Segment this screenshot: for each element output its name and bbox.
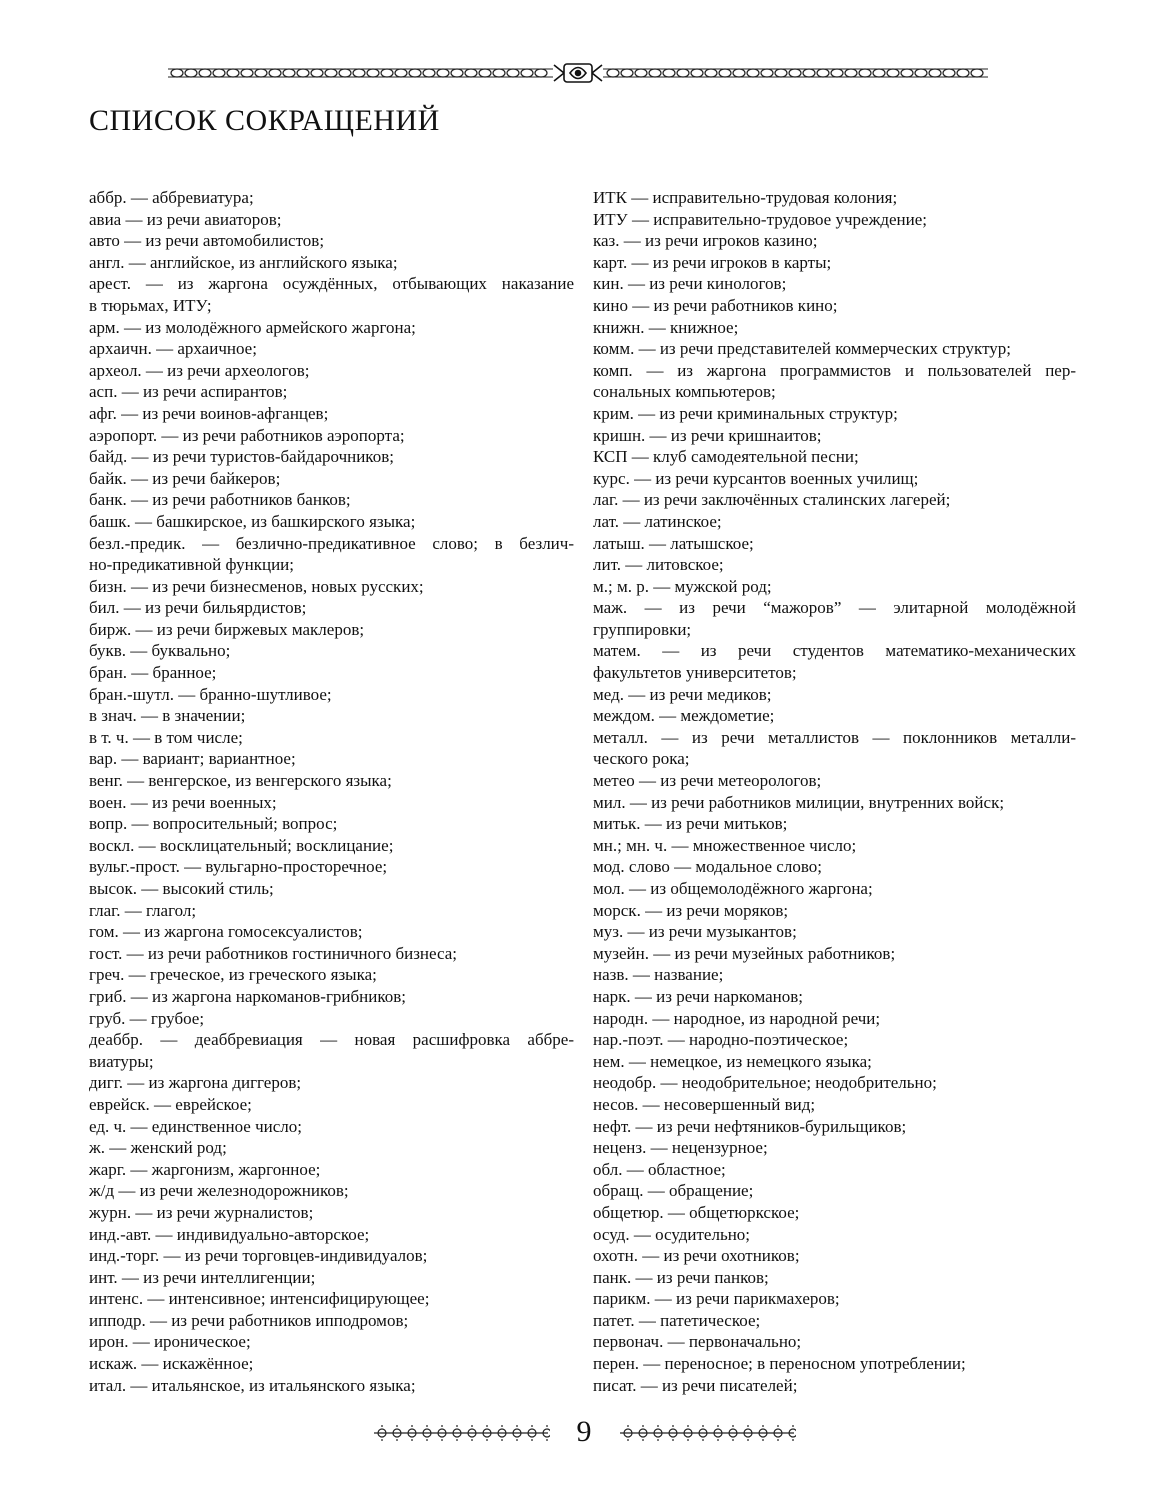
- right-column-entry: ИТК — исправительно-трудовая колония;: [593, 188, 898, 207]
- left-column-entry: гом. — из жаргона гомосексуалистов;: [89, 922, 363, 942]
- right-column-entry: комп. — из жаргона программистов и пользователей пер-: [593, 360, 1076, 380]
- right-column-entry: патет. — патетическое;: [593, 1310, 761, 1330]
- left-column-entry: археол. — из речи археологов;: [89, 360, 310, 380]
- right-column-entry: несов. — несовершенный вид;: [593, 1094, 816, 1114]
- right-column-entry: карт. — из речи игроков в карты;: [593, 252, 832, 272]
- right-column-entry: муз. — из речи музыкантов;: [593, 922, 797, 942]
- left-column-entry: в т. ч. — в том числе;: [89, 727, 243, 747]
- right-column-entry: перен. — переносное; в переносном употреблении;: [593, 1354, 966, 1374]
- left-column-entry: инд.-авт. — индивидуально-авторское;: [89, 1224, 370, 1244]
- left-column-entry: бизн. — из речи бизнесменов, новых русских;: [89, 576, 424, 596]
- left-column-entry: бран.-шутл. — бранно-шутливое;: [89, 684, 332, 704]
- left-column-entry: греч. — греческое, из греческого языка;: [89, 965, 377, 985]
- right-column-entry: матем. — из речи студентов математико-механических: [593, 641, 1076, 661]
- right-column-entry: м.; м. р. — мужской род;: [593, 576, 772, 596]
- right-column-entry: факультетов университетов;: [593, 663, 797, 683]
- right-column-entry: обращ. — обращение;: [593, 1181, 754, 1201]
- left-column-entry: байд. — из речи туристов-байдарочников;: [89, 447, 394, 467]
- left-column-entry: журн. — из речи журналистов;: [89, 1202, 314, 1222]
- left-column-entry: еврейск. — еврейское;: [89, 1094, 252, 1114]
- right-column-entry: нем. — немецкое, из немецкого языка;: [593, 1051, 872, 1071]
- top-ornament: [168, 60, 988, 86]
- right-column-entry: междом. — междометие;: [593, 706, 775, 726]
- left-column-entry: дигг. — из жаргона диггеров;: [89, 1073, 302, 1093]
- left-column-entry: бирж. — из речи биржевых маклеров;: [89, 619, 365, 639]
- left-column-entry: бран. — бранное;: [89, 663, 217, 683]
- left-column-entry: гриб. — из жаргона наркоманов-грибников;: [89, 986, 407, 1006]
- right-column-entry: назв. — название;: [593, 965, 724, 985]
- left-column-entry: деаббр. — деаббревиация — новая расшифровка аббре-: [89, 1030, 574, 1050]
- right-column-entry: лат. — латинское;: [593, 511, 722, 531]
- right-column-entry: общетюр. — общетюркское;: [593, 1202, 800, 1222]
- right-column-entry: курс. — из речи курсантов военных училищ;: [593, 468, 919, 488]
- left-column-entry: интенс. — интенсивное; интенсифицирующее;: [89, 1289, 430, 1309]
- left-column-entry: высок. — высокий стиль;: [89, 879, 274, 898]
- left-column-entry: авто — из речи автомобилистов;: [89, 231, 325, 251]
- right-column-entry: панк. — из речи панков;: [593, 1267, 769, 1287]
- right-column-entry: ИТУ — исправительно-трудовое учреждение;: [593, 209, 927, 229]
- right-column-entry: мил. — из речи работников милиции, внутренних войск;: [593, 792, 1005, 812]
- right-column-entry: мн.; мн. ч. — множественное число;: [593, 835, 857, 855]
- page-title: СПИСОК СОКРАЩЕНИЙ: [89, 104, 440, 137]
- left-column-entry: афг. — из речи воинов-афганцев;: [89, 403, 329, 423]
- right-column-entry: металл. — из речи металлистов — поклонников металли-: [593, 727, 1076, 747]
- left-column-entry: воскл. — восклицательный; восклицание;: [89, 835, 394, 855]
- left-column-entry: в знач. — в значении;: [89, 706, 246, 726]
- left-column-entry: букв. — буквально;: [89, 641, 231, 661]
- right-column-entry: кино — из речи работников кино;: [593, 295, 838, 315]
- bottom-ornament-left: [372, 1422, 550, 1444]
- right-column-entry: народн. — народное, из народной речи;: [593, 1008, 881, 1028]
- left-column-entry: архаичн. — архаичное;: [89, 339, 257, 359]
- left-column-entry: безл.-предик. — безлично-предикативное слово; в безлич-: [89, 533, 574, 553]
- left-column-entry: ипподр. — из речи работников ипподромов;: [89, 1310, 409, 1330]
- left-column-entry: бил. — из речи бильярдистов;: [89, 598, 307, 618]
- left-column-entry: ирон. — ироническое;: [89, 1332, 251, 1352]
- left-column-entry: глаг. — глагол;: [89, 900, 197, 920]
- left-column-entry: арм. — из молодёжного армейского жаргона;: [89, 317, 416, 337]
- left-column-entry: байк. — из речи байкеров;: [89, 468, 281, 488]
- right-column-entry: сональных компьютеров;: [593, 382, 776, 402]
- right-column-entry: маж. — из речи “мажоров” — элитарной молодёжной: [593, 598, 1076, 618]
- left-column-entry: груб. — грубое;: [89, 1008, 205, 1028]
- left-column-entry: банк. — из речи работников банков;: [89, 490, 351, 510]
- left-column: [89, 187, 574, 1396]
- right-column-entry: лит. — литовское;: [593, 555, 724, 575]
- right-column-entry: неодобр. — неодобрительное; неодобрительно;: [593, 1073, 937, 1093]
- right-column-entry: митьк. — из речи митьков;: [593, 814, 788, 834]
- right-column-entry: парикм. — из речи парикмахеров;: [593, 1289, 840, 1309]
- left-column-entry: аббр. — аббревиатура;: [89, 188, 254, 207]
- left-column-entry: асп. — из речи аспирантов;: [89, 382, 288, 402]
- right-column-entry: нефт. — из речи нефтяников-бурильщиков;: [593, 1116, 907, 1136]
- left-column-entry: жарг. — жаргонизм, жаргонное;: [89, 1159, 321, 1179]
- left-column-entry: ед. ч. — единственное число;: [89, 1116, 302, 1136]
- right-column-entry: латыш. — латышское;: [593, 533, 754, 553]
- left-column-entry: венг. — венгерское, из венгерского языка;: [89, 771, 392, 791]
- right-column-entry: метео — из речи метеорологов;: [593, 771, 822, 791]
- left-column-entry: арест. — из жаргона осуждённых, отбывающих наказание: [89, 274, 574, 294]
- right-column-entry: каз. — из речи игроков казино;: [593, 231, 818, 251]
- right-column-entry: лаг. — из речи заключённых сталинских лагерей;: [593, 490, 951, 510]
- left-column-entry: инт. — из речи интеллигенции;: [89, 1267, 316, 1287]
- right-column-entry: охотн. — из речи охотников;: [593, 1246, 800, 1266]
- left-column-entry: в тюрьмах, ИТУ;: [89, 295, 212, 315]
- left-column-entry: ж. — женский род;: [89, 1138, 227, 1158]
- right-column-entry: мол. — из общемолодёжного жаргона;: [593, 879, 873, 898]
- left-column-entry: ж/д — из речи железнодорожников;: [89, 1181, 349, 1201]
- left-column-entry: итал. — итальянское, из итальянского языка;: [89, 1375, 416, 1395]
- right-column-entry: кришн. — из речи кришнаитов;: [593, 425, 822, 445]
- right-column-entry: обл. — областное;: [593, 1159, 726, 1179]
- right-column: [593, 187, 1076, 1396]
- left-column-entry: вульг.-прост. — вульгарно-просторечное;: [89, 857, 388, 877]
- left-column-entry: искаж. — искажённое;: [89, 1354, 254, 1374]
- left-column-entry: вопр. — вопросительный; вопрос;: [89, 814, 338, 834]
- right-column-entry: мед. — из речи медиков;: [593, 684, 772, 704]
- left-column-entry: вар. — вариант; вариантное;: [89, 749, 296, 769]
- right-column-entry: первонач. — первоначально;: [593, 1332, 802, 1352]
- right-column-entry: осуд. — осудительно;: [593, 1224, 751, 1244]
- page-number: 9: [576, 1415, 592, 1448]
- left-column-entry: но-предикативной функции;: [89, 555, 294, 575]
- right-column-entry: кин. — из речи кинологов;: [593, 274, 787, 294]
- bottom-ornament-right: [618, 1422, 796, 1444]
- left-column-entry: инд.-торг. — из речи торговцев-индивидуалов;: [89, 1246, 428, 1266]
- right-column-entry: крим. — из речи криминальных структур;: [593, 403, 898, 423]
- left-column-entry: башк. — башкирское, из башкирского языка;: [89, 511, 416, 531]
- right-column-entry: книжн. — книжное;: [593, 317, 739, 337]
- right-column-entry: нарк. — из речи наркоманов;: [593, 986, 803, 1006]
- right-column-entry: писат. — из речи писателей;: [593, 1375, 798, 1395]
- right-column-entry: комм. — из речи представителей коммерческих структур;: [593, 339, 1011, 359]
- left-column-entry: аэропорт. — из речи работников аэропорта;: [89, 425, 405, 445]
- right-column-entry: мод. слово — модальное слово;: [593, 857, 822, 877]
- right-column-entry: группировки;: [593, 619, 692, 639]
- right-column-entry: нар.-поэт. — народно-поэтическое;: [593, 1030, 849, 1050]
- left-column-entry: авиа — из речи авиаторов;: [89, 209, 282, 229]
- right-column-entry: музейн. — из речи музейных работников;: [593, 943, 896, 963]
- left-column-entry: воен. — из речи военных;: [89, 792, 277, 812]
- right-column-entry: ческого рока;: [593, 749, 690, 769]
- left-column-entry: гост. — из речи работников гостиничного бизнеса;: [89, 943, 458, 963]
- left-column-entry: виатуры;: [89, 1051, 154, 1071]
- right-column-entry: неценз. — нецензурное;: [593, 1138, 768, 1158]
- left-column-entry: англ. — английское, из английского языка;: [89, 252, 398, 272]
- right-column-entry: морск. — из речи моряков;: [593, 900, 789, 920]
- right-column-entry: КСП — клуб самодеятельной песни;: [593, 447, 859, 467]
